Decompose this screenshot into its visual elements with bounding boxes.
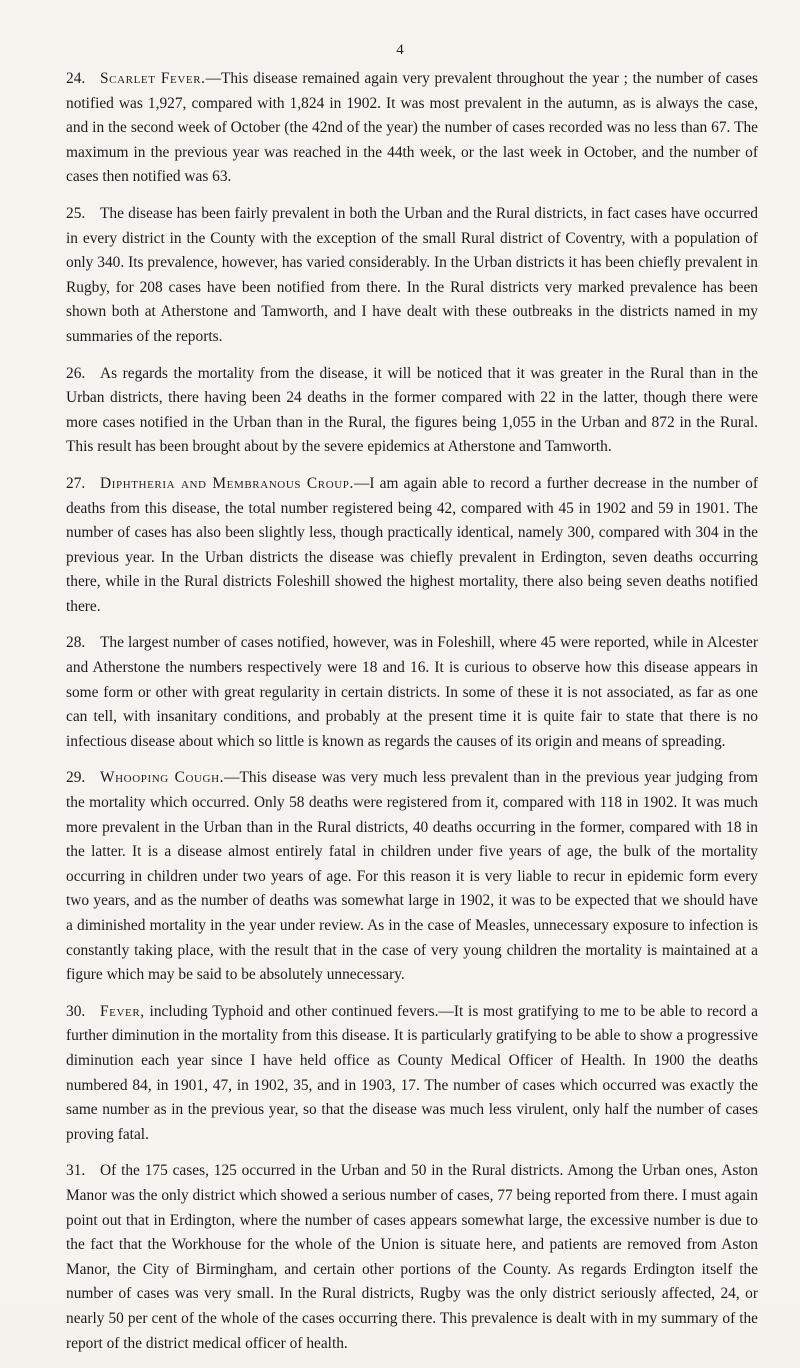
paragraph-text: The disease has been fairly prevalent in both the Urban and the Rural districts, in fact cases have occurred in every district in the County with the exception of the small Rural district of Coventry, with a population of only 340. Its prevalence, however, has varied considerably. In the Urban districts it has been chiefly prevalent in Rugby, for 208 cases have been notified from there. In the Rural districts very marked prevalence has been shown both at Atherstone and Tamworth, and I have dealt with these outbreaks in the districts named in my summaries of the reports. (66, 204, 758, 345)
section-heading-whooping-cough: Whooping Cough. (100, 769, 225, 787)
paragraph-number: 28. (66, 634, 86, 652)
paragraph-26 (66, 362, 758, 460)
paragraph-number: 29. (66, 769, 86, 787)
paragraph-28 (66, 631, 758, 754)
paragraph-text: Of the 175 cases, 125 occurred in the Urban and 50 in the Rural districts. Among the Urban ones, Aston Manor was the only district which showed a serious number of cases, 77 being reported from there. I must again point out that in Erdington, where the number of cases appears somewhat large, the excessive number is due to the fact that the Workhouse for the whole of the Union is situate here, and patients are removed from Aston Manor, the City of Birmingham, and certain other portions of the County. As regards Erdington itself the number of cases was very small. In the Rural districts, Rugby was the only district seriously affected, 24, or nearly 50 per cent of the whole of the cases occurring there. This prevalence is dealt with in my summary of the report of the district medical officer of health. (66, 1162, 758, 1352)
page-number: 4 (396, 42, 404, 58)
paragraph-text: —This disease remained again very prevalent throughout the year ; the number of cases notified was 1,927, compared with 1,824 in 1902. It was most prevalent in the autumn, as is always the case, and in the second week of October (the 42nd of the year) the number of cases recorded was no less than 67. The maximum in the previous year was reached in the 44th week, or the last week in October, and the number of cases then notified was 63. (66, 70, 758, 186)
paragraph-text: —I am again able to record a further decrease in the number of deaths from this disease, the total number registered being 42, compared with 45 in 1902 and 59 in 1901. The number of cases has also been slightly less, though practically identical, namely 300, compared with 304 in the previous year. In the Urban districts the disease was chiefly prevalent in Erdington, seven deaths occurring there, while in the Rural districts Foleshill showed the highest mortality, there also being seven deaths notified there. (66, 474, 758, 615)
paragraph-number: 27. (66, 474, 86, 492)
paragraph-30 (66, 1000, 758, 1148)
paragraph-24 (66, 67, 758, 190)
paragraph-text: As regards the mortality from the disease, it will be noticed that it was greater in the Rural than in the Urban districts, there having been 24 deaths in the former compared with 22 in the latter, though there were more cases notified in the Urban than in the Rural, the figures being 1,055 in the Urban and 872 in the Rural. This result has been brought about by the severe epidemics at Atherstone and Tamworth. (66, 364, 758, 456)
paragraph-text: including Typhoid and other continued fevers.—It is most gratifying to me to be able to record a further diminution in the mortality from this disease. It is particularly gratifying to be able to show a progressive diminution each year since I have held office as County Medical Officer of Health. In 1900 the deaths numbered 84, in 1901, 47, in 1902, 35, and in 1903, 17. The number of cases which occurred was exactly the same number as in the previous year, so that the disease was much less virulent, only half the number of cases proving fatal. (66, 1002, 758, 1143)
paragraph-29 (66, 766, 758, 987)
paragraph-number: 25. (66, 204, 86, 222)
section-heading-scarlet-fever: Scarlet Fever. (100, 70, 206, 87)
paragraph-27 (66, 472, 758, 620)
paragraph-number: 24. (66, 70, 86, 87)
report-body (66, 67, 758, 1368)
paragraph-text: —This disease was very much less prevalent than in the previous year judging from the mortality which occurred. Only 58 deaths were registered from it, compared with 118 in 1902. It was much more prevalent in the Urban than in the Rural districts, 40 deaths occurring in the former, compared with 18 in the latter. It is a disease almost entirely fatal in children under five years of age, the bulk of the mortality occurring in children under two years of age. For this reason it is very liable to recur in epidemic form every two years, and as the number of deaths was somewhat large in 1902, it was to be expected that we should have a diminished mortality in the year under review. As in the case of Measles, unnecessary exposure to infection is constantly taking place, with the result that in the case of very young children the mortality is maintained at a figure which may be said to be absolutely unnecessary. (66, 769, 758, 984)
section-heading-diphtheria: Diphtheria and Membranous Croup. (100, 474, 354, 492)
paragraph-31 (66, 1159, 758, 1356)
section-heading-fever: Fever, (100, 1002, 145, 1020)
paragraph-number: 31. (66, 1162, 86, 1180)
paragraph-text: The largest number of cases notified, however, was in Foleshill, where 45 were reported, while in Alcester and Atherstone the numbers respectively were 18 and 16. It is curious to observe how this disease appears in some form or other with great regularity in certain districts. In some of these it is not associated, as far as one can tell, with insanitary conditions, and probably at the present time it is quite fair to state that there is no infectious disease about which so little is known as regards the causes of its origin and means of spreading. (66, 634, 758, 750)
paragraph-number: 30. (66, 1002, 86, 1020)
paragraph-25 (66, 202, 758, 350)
paragraph-number: 26. (66, 364, 86, 382)
